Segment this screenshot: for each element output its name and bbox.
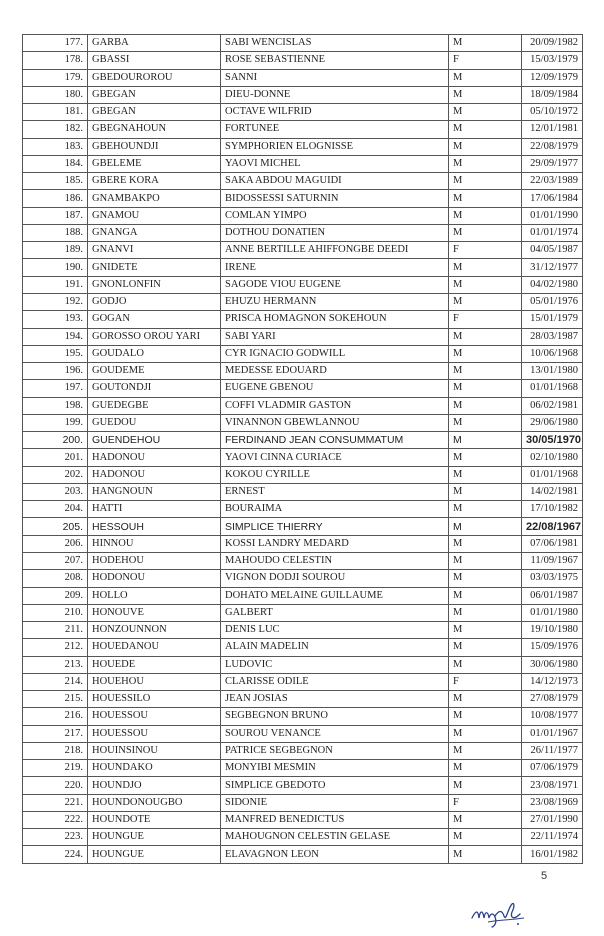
table-row [23, 449, 583, 466]
birth-date-cell: 13/01/1980 [522, 363, 583, 380]
page-number: 5 [541, 870, 548, 882]
sex-cell: M [449, 207, 522, 224]
birth-date-cell: 11/09/1967 [522, 552, 583, 569]
row-number-cell: 197. [23, 380, 88, 397]
sex-cell: M [449, 466, 522, 483]
first-names-cell: COFFI VLADMIR GASTON [221, 397, 449, 414]
birth-date-cell: 17/10/1982 [522, 501, 583, 518]
sex-cell: M [449, 121, 522, 138]
last-name-cell: GNAMOU [88, 207, 221, 224]
last-name-cell: HOUESSOU [88, 708, 221, 725]
table-row [23, 363, 583, 380]
row-number-cell: 196. [23, 363, 88, 380]
last-name-cell: HOUEHOU [88, 673, 221, 690]
table-row [23, 501, 583, 518]
birth-date-cell: 26/11/1977 [522, 742, 583, 759]
row-number-cell: 218. [23, 742, 88, 759]
row-number-cell: 187. [23, 207, 88, 224]
last-name-cell: HODEHOU [88, 552, 221, 569]
row-number-cell: 202. [23, 466, 88, 483]
row-number-cell: 224. [23, 846, 88, 863]
table-row [23, 190, 583, 207]
birth-date-cell: 23/08/1969 [522, 794, 583, 811]
birth-date-cell: 01/01/1980 [522, 604, 583, 621]
row-number-cell: 212. [23, 639, 88, 656]
last-name-cell: HESSOUH [88, 518, 221, 535]
row-number-cell: 211. [23, 622, 88, 639]
first-names-cell: JEAN JOSIAS [221, 691, 449, 708]
sex-cell: M [449, 518, 522, 535]
first-names-cell: DIEU-DONNE [221, 86, 449, 103]
birth-date-cell: 23/08/1971 [522, 777, 583, 794]
sex-cell: M [449, 86, 522, 103]
first-names-cell: SIMPLICE GBEDOTO [221, 777, 449, 794]
row-number-cell: 177. [23, 35, 88, 52]
last-name-cell: GBASSI [88, 52, 221, 69]
table-row [23, 570, 583, 587]
first-names-cell: SANNI [221, 69, 449, 86]
sex-cell: M [449, 293, 522, 310]
sex-cell: M [449, 535, 522, 552]
row-number-cell: 193. [23, 311, 88, 328]
roster-body [23, 35, 583, 864]
row-number-cell: 190. [23, 259, 88, 276]
last-name-cell: GBEGAN [88, 104, 221, 121]
first-names-cell: OCTAVE WILFRID [221, 104, 449, 121]
sex-cell: M [449, 829, 522, 846]
birth-date-cell: 06/01/1987 [522, 587, 583, 604]
table-row [23, 207, 583, 224]
first-names-cell: MAHOUDO CELESTIN [221, 552, 449, 569]
first-names-cell: KOKOU CYRILLE [221, 466, 449, 483]
first-names-cell: SEGBEGNON BRUNO [221, 708, 449, 725]
first-names-cell: CYR IGNACIO GODWILL [221, 345, 449, 362]
first-names-cell: LUDOVIC [221, 656, 449, 673]
row-number-cell: 179. [23, 69, 88, 86]
birth-date-cell: 29/09/1977 [522, 155, 583, 172]
sex-cell: M [449, 811, 522, 828]
first-names-cell: EHUZU HERMANN [221, 293, 449, 310]
birth-date-cell: 16/01/1982 [522, 846, 583, 863]
birth-date-cell: 10/08/1977 [522, 708, 583, 725]
row-number-cell: 203. [23, 483, 88, 500]
first-names-cell: SYMPHORIEN ELOGNISSE [221, 138, 449, 155]
birth-date-cell: 22/03/1989 [522, 173, 583, 190]
birth-date-cell: 01/01/1974 [522, 224, 583, 241]
birth-date-cell: 19/10/1980 [522, 622, 583, 639]
last-name-cell: HOUNDJO [88, 777, 221, 794]
birth-date-cell: 29/06/1980 [522, 414, 583, 431]
birth-date-cell: 22/08/1979 [522, 138, 583, 155]
last-name-cell: HOUEDANOU [88, 639, 221, 656]
row-number-cell: 205. [23, 518, 88, 535]
row-number-cell: 206. [23, 535, 88, 552]
first-names-cell: CLARISSE ODILE [221, 673, 449, 690]
first-names-cell: SABI YARI [221, 328, 449, 345]
sex-cell: M [449, 501, 522, 518]
table-row [23, 587, 583, 604]
sex-cell: M [449, 138, 522, 155]
first-names-cell: ROSE SEBASTIENNE [221, 52, 449, 69]
last-name-cell: GNIDETE [88, 259, 221, 276]
last-name-cell: HOUNGUE [88, 846, 221, 863]
row-number-cell: 183. [23, 138, 88, 155]
birth-date-cell: 30/06/1980 [522, 656, 583, 673]
sex-cell: M [449, 155, 522, 172]
sex-cell: M [449, 760, 522, 777]
row-number-cell: 209. [23, 587, 88, 604]
last-name-cell: HADONOU [88, 449, 221, 466]
last-name-cell: HOUINSINOU [88, 742, 221, 759]
row-number-cell: 192. [23, 293, 88, 310]
sex-cell: M [449, 587, 522, 604]
table-row [23, 673, 583, 690]
table-row [23, 52, 583, 69]
table-row [23, 104, 583, 121]
last-name-cell: HOUESSILO [88, 691, 221, 708]
table-row [23, 311, 583, 328]
sex-cell: M [449, 190, 522, 207]
birth-date-cell: 30/05/1970 [522, 432, 583, 449]
last-name-cell: HOUNDONOUGBO [88, 794, 221, 811]
last-name-cell: HOLLO [88, 587, 221, 604]
birth-date-cell: 01/01/1968 [522, 380, 583, 397]
birth-date-cell: 10/06/1968 [522, 345, 583, 362]
table-row [23, 656, 583, 673]
last-name-cell: GOROSSO OROU YARI [88, 328, 221, 345]
last-name-cell: HONOUVE [88, 604, 221, 621]
table-row [23, 622, 583, 639]
birth-date-cell: 01/01/1990 [522, 207, 583, 224]
first-names-cell: SIMPLICE THIERRY [221, 518, 449, 535]
first-names-cell: SABI WENCISLAS [221, 35, 449, 52]
birth-date-cell: 28/03/1987 [522, 328, 583, 345]
last-name-cell: GNAMBAKPO [88, 190, 221, 207]
first-names-cell: SIDONIE [221, 794, 449, 811]
row-number-cell: 200. [23, 432, 88, 449]
first-names-cell: ELAVAGNON LEON [221, 846, 449, 863]
row-number-cell: 182. [23, 121, 88, 138]
row-number-cell: 195. [23, 345, 88, 362]
first-names-cell: DENIS LUC [221, 622, 449, 639]
sex-cell: M [449, 604, 522, 621]
sex-cell: F [449, 794, 522, 811]
row-number-cell: 191. [23, 276, 88, 293]
last-name-cell: GNANVI [88, 242, 221, 259]
table-row [23, 173, 583, 190]
first-names-cell: ALAIN MADELIN [221, 639, 449, 656]
row-number-cell: 223. [23, 829, 88, 846]
row-number-cell: 189. [23, 242, 88, 259]
last-name-cell: HOUNGUE [88, 829, 221, 846]
first-names-cell: ERNEST [221, 483, 449, 500]
sex-cell: M [449, 345, 522, 362]
first-names-cell: BIDOSSESSI SATURNIN [221, 190, 449, 207]
row-number-cell: 186. [23, 190, 88, 207]
table-row [23, 518, 583, 535]
first-names-cell: FORTUNEE [221, 121, 449, 138]
table-row [23, 224, 583, 241]
table-row [23, 794, 583, 811]
row-number-cell: 213. [23, 656, 88, 673]
last-name-cell: GBEGAN [88, 86, 221, 103]
table-row [23, 345, 583, 362]
birth-date-cell: 31/12/1977 [522, 259, 583, 276]
last-name-cell: HODONOU [88, 570, 221, 587]
birth-date-cell: 04/05/1987 [522, 242, 583, 259]
first-names-cell: EUGENE GBENOU [221, 380, 449, 397]
birth-date-cell: 12/09/1979 [522, 69, 583, 86]
row-number-cell: 219. [23, 760, 88, 777]
first-names-cell: COMLAN YIMPO [221, 207, 449, 224]
sex-cell: M [449, 328, 522, 345]
birth-date-cell: 05/01/1976 [522, 293, 583, 310]
sex-cell: M [449, 173, 522, 190]
last-name-cell: GOUDEME [88, 363, 221, 380]
table-row [23, 155, 583, 172]
last-name-cell: GNONLONFIN [88, 276, 221, 293]
last-name-cell: GOGAN [88, 311, 221, 328]
first-names-cell: VINANNON GBEWLANNOU [221, 414, 449, 431]
birth-date-cell: 17/06/1984 [522, 190, 583, 207]
table-row [23, 535, 583, 552]
row-number-cell: 180. [23, 86, 88, 103]
birth-date-cell: 07/06/1979 [522, 760, 583, 777]
table-row [23, 121, 583, 138]
row-number-cell: 181. [23, 104, 88, 121]
table-row [23, 138, 583, 155]
birth-date-cell: 27/01/1990 [522, 811, 583, 828]
sex-cell: M [449, 104, 522, 121]
last-name-cell: GOUTONDJI [88, 380, 221, 397]
sex-cell: M [449, 380, 522, 397]
row-number-cell: 184. [23, 155, 88, 172]
sex-cell: M [449, 742, 522, 759]
table-row [23, 466, 583, 483]
first-names-cell: PATRICE SEGBEGNON [221, 742, 449, 759]
sex-cell: M [449, 552, 522, 569]
last-name-cell: GBEGNAHOUN [88, 121, 221, 138]
last-name-cell: GBERE KORA [88, 173, 221, 190]
table-row [23, 604, 583, 621]
row-number-cell: 217. [23, 725, 88, 742]
row-number-cell: 208. [23, 570, 88, 587]
table-row [23, 777, 583, 794]
birth-date-cell: 01/01/1967 [522, 725, 583, 742]
birth-date-cell: 22/08/1967 [522, 518, 583, 535]
first-names-cell: KOSSI LANDRY MEDARD [221, 535, 449, 552]
table-row [23, 397, 583, 414]
table-row [23, 328, 583, 345]
sex-cell: M [449, 656, 522, 673]
sex-cell: M [449, 483, 522, 500]
sex-cell: M [449, 639, 522, 656]
table-row [23, 69, 583, 86]
first-names-cell: SAKA ABDOU MAGUIDI [221, 173, 449, 190]
sex-cell: M [449, 276, 522, 293]
first-names-cell: SAGODE VIOU EUGENE [221, 276, 449, 293]
last-name-cell: GBELEME [88, 155, 221, 172]
sex-cell: M [449, 622, 522, 639]
first-names-cell: PRISCA HOMAGNON SOKEHOUN [221, 311, 449, 328]
birth-date-cell: 27/08/1979 [522, 691, 583, 708]
roster-table [22, 34, 583, 864]
sex-cell: M [449, 846, 522, 863]
sex-cell: M [449, 259, 522, 276]
row-number-cell: 199. [23, 414, 88, 431]
sex-cell: M [449, 725, 522, 742]
first-names-cell: ANNE BERTILLE AHIFFONGBE DEEDI [221, 242, 449, 259]
table-row [23, 259, 583, 276]
table-row [23, 846, 583, 863]
table-row [23, 35, 583, 52]
last-name-cell: HOUNDOTE [88, 811, 221, 828]
birth-date-cell: 05/10/1972 [522, 104, 583, 121]
last-name-cell: GBEHOUNDJI [88, 138, 221, 155]
first-names-cell: FERDINAND JEAN CONSUMMATUM [221, 432, 449, 449]
row-number-cell: 185. [23, 173, 88, 190]
row-number-cell: 178. [23, 52, 88, 69]
birth-date-cell: 14/02/1981 [522, 483, 583, 500]
sex-cell: M [449, 224, 522, 241]
first-names-cell: DOTHOU DONATIEN [221, 224, 449, 241]
table-row [23, 725, 583, 742]
sex-cell: F [449, 311, 522, 328]
last-name-cell: HOUNDAKO [88, 760, 221, 777]
first-names-cell: GALBERT [221, 604, 449, 621]
row-number-cell: 194. [23, 328, 88, 345]
sex-cell: M [449, 363, 522, 380]
row-number-cell: 188. [23, 224, 88, 241]
row-number-cell: 210. [23, 604, 88, 621]
last-name-cell: GUENDEHOU [88, 432, 221, 449]
last-name-cell: HATTI [88, 501, 221, 518]
table-row [23, 760, 583, 777]
birth-date-cell: 01/01/1968 [522, 466, 583, 483]
birth-date-cell: 14/12/1973 [522, 673, 583, 690]
birth-date-cell: 20/09/1982 [522, 35, 583, 52]
first-names-cell: BOURAIMA [221, 501, 449, 518]
first-names-cell: SOUROU VENANCE [221, 725, 449, 742]
first-names-cell: YAOVI CINNA CURIACE [221, 449, 449, 466]
row-number-cell: 214. [23, 673, 88, 690]
last-name-cell: GBEDOUROROU [88, 69, 221, 86]
table-row [23, 483, 583, 500]
sex-cell: M [449, 449, 522, 466]
birth-date-cell: 18/09/1984 [522, 86, 583, 103]
table-row [23, 691, 583, 708]
row-number-cell: 201. [23, 449, 88, 466]
last-name-cell: GUEDOU [88, 414, 221, 431]
row-number-cell: 198. [23, 397, 88, 414]
sex-cell: F [449, 52, 522, 69]
row-number-cell: 216. [23, 708, 88, 725]
sex-cell: M [449, 708, 522, 725]
birth-date-cell: 12/01/1981 [522, 121, 583, 138]
first-names-cell: MAHOUGNON CELESTIN GELASE [221, 829, 449, 846]
table-row [23, 414, 583, 431]
table-row [23, 86, 583, 103]
table-row [23, 432, 583, 449]
sex-cell: M [449, 777, 522, 794]
last-name-cell: HOUEDE [88, 656, 221, 673]
last-name-cell: HOUESSOU [88, 725, 221, 742]
row-number-cell: 204. [23, 501, 88, 518]
birth-date-cell: 03/03/1975 [522, 570, 583, 587]
first-names-cell: MONYIBI MESMIN [221, 760, 449, 777]
sex-cell: M [449, 35, 522, 52]
table-row [23, 380, 583, 397]
handwritten-signature [468, 896, 538, 930]
sex-cell: M [449, 397, 522, 414]
birth-date-cell: 06/02/1981 [522, 397, 583, 414]
sex-cell: M [449, 414, 522, 431]
last-name-cell: HONZOUNNON [88, 622, 221, 639]
sex-cell: F [449, 242, 522, 259]
row-number-cell: 221. [23, 794, 88, 811]
table-row [23, 242, 583, 259]
birth-date-cell: 02/10/1980 [522, 449, 583, 466]
birth-date-cell: 15/09/1976 [522, 639, 583, 656]
sex-cell: M [449, 691, 522, 708]
last-name-cell: GARBA [88, 35, 221, 52]
sex-cell: M [449, 570, 522, 587]
birth-date-cell: 04/02/1980 [522, 276, 583, 293]
table-row [23, 293, 583, 310]
table-row [23, 742, 583, 759]
table-row [23, 708, 583, 725]
table-row [23, 811, 583, 828]
birth-date-cell: 07/06/1981 [522, 535, 583, 552]
birth-date-cell: 15/03/1979 [522, 52, 583, 69]
first-names-cell: MEDESSE EDOUARD [221, 363, 449, 380]
table-row [23, 639, 583, 656]
table-row [23, 829, 583, 846]
row-number-cell: 207. [23, 552, 88, 569]
sex-cell: M [449, 432, 522, 449]
last-name-cell: GNANGA [88, 224, 221, 241]
first-names-cell: IRENE [221, 259, 449, 276]
sex-cell: F [449, 673, 522, 690]
birth-date-cell: 22/11/1974 [522, 829, 583, 846]
last-name-cell: GUEDEGBE [88, 397, 221, 414]
last-name-cell: GODJO [88, 293, 221, 310]
first-names-cell: MANFRED BENEDICTUS [221, 811, 449, 828]
row-number-cell: 220. [23, 777, 88, 794]
table-row [23, 552, 583, 569]
table-row [23, 276, 583, 293]
first-names-cell: DOHATO MELAINE GUILLAUME [221, 587, 449, 604]
row-number-cell: 222. [23, 811, 88, 828]
first-names-cell: YAOVI MICHEL [221, 155, 449, 172]
first-names-cell: VIGNON DODJI SOUROU [221, 570, 449, 587]
row-number-cell: 215. [23, 691, 88, 708]
last-name-cell: HADONOU [88, 466, 221, 483]
last-name-cell: GOUDALO [88, 345, 221, 362]
last-name-cell: HINNOU [88, 535, 221, 552]
birth-date-cell: 15/01/1979 [522, 311, 583, 328]
sex-cell: M [449, 69, 522, 86]
last-name-cell: HANGNOUN [88, 483, 221, 500]
